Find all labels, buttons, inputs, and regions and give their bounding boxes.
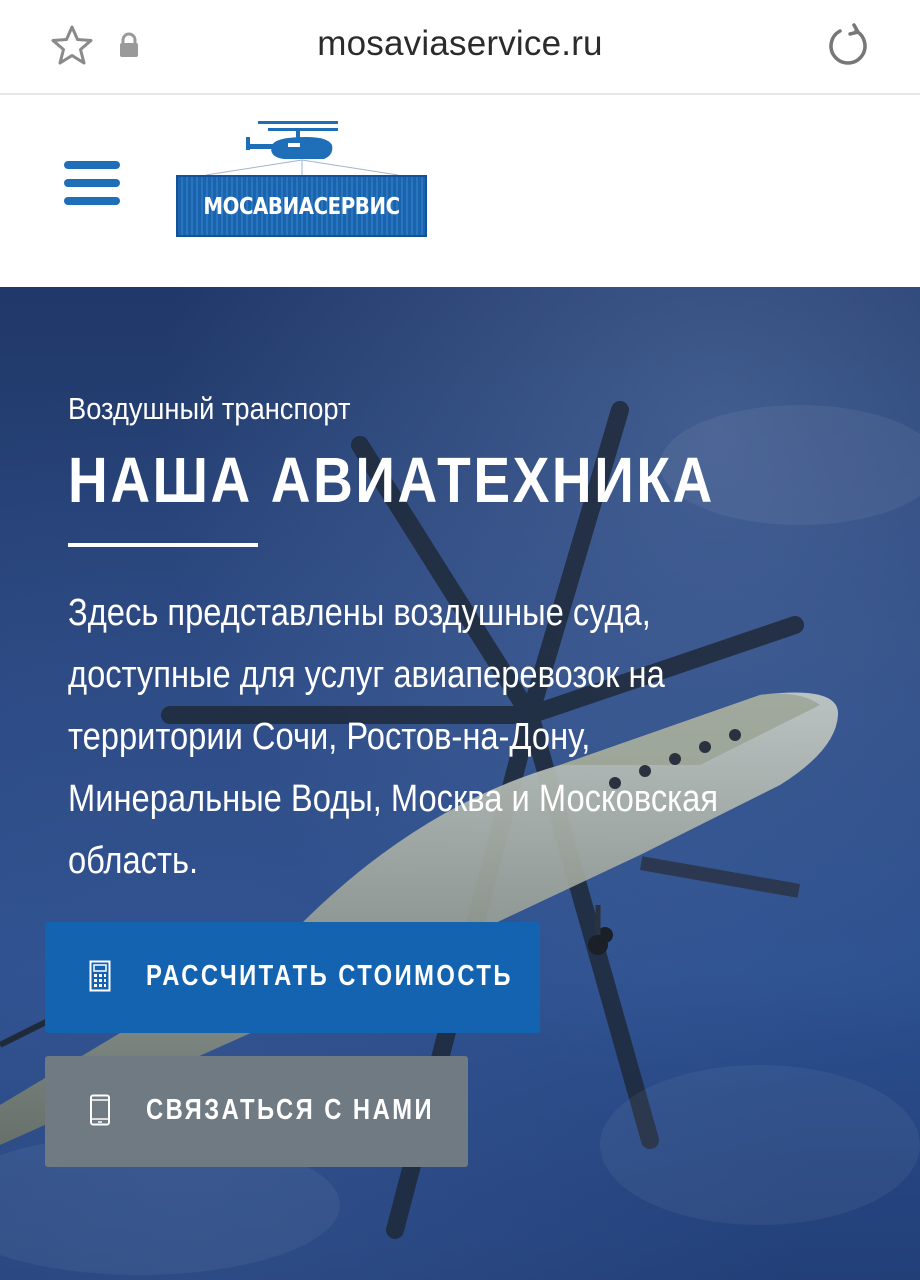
logo-text: МОСАВИАСЕРВИС xyxy=(203,194,400,220)
reload-icon[interactable] xyxy=(826,23,870,67)
phone-icon xyxy=(89,1094,111,1126)
calculate-cost-label: РАССЧИТАТЬ СТОИМОСТЬ xyxy=(146,960,513,992)
page-title: НАША АВИАТЕХНИКА xyxy=(68,444,715,516)
calculator-icon xyxy=(89,960,111,992)
helicopter-logo-icon xyxy=(176,107,428,175)
contact-us-button[interactable] xyxy=(45,1056,468,1167)
browser-toolbar xyxy=(0,0,920,95)
hamburger-menu-icon[interactable] xyxy=(64,159,122,207)
title-divider xyxy=(68,543,258,547)
hero-eyebrow: Воздушный транспорт xyxy=(68,391,351,426)
site-header xyxy=(0,97,920,287)
logo-plate xyxy=(176,175,427,237)
contact-us-label: СВЯЗАТЬСЯ С НАМИ xyxy=(146,1094,435,1126)
address-bar-url[interactable]: mosaviaservice.ru xyxy=(317,24,603,63)
calculate-cost-button[interactable] xyxy=(45,922,540,1033)
site-logo[interactable] xyxy=(176,107,428,237)
hero-description: Здесь представлены воздушные суда, доступные для услуг авиаперевозок на территории Сочи, Ростов-на-Дону, Минеральные Воды, Москва и Московская область. xyxy=(68,592,719,882)
hero-section xyxy=(0,245,920,1280)
